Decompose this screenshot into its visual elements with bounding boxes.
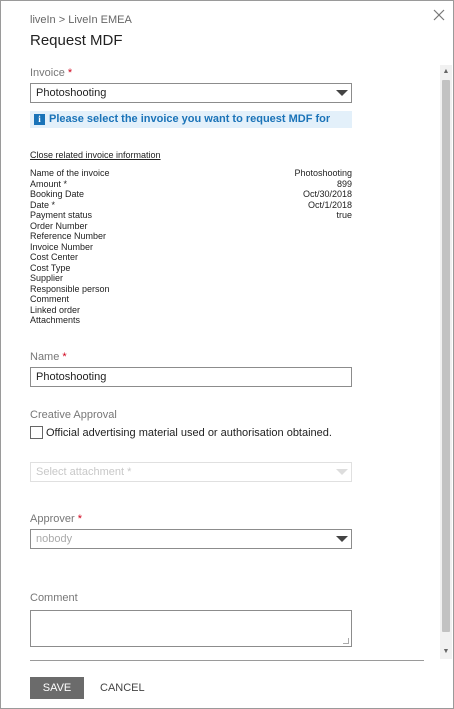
page-title: Request MDF bbox=[30, 32, 123, 49]
required-mark: * bbox=[67, 67, 73, 79]
close-icon[interactable] bbox=[432, 8, 446, 22]
creative-approval-label: Creative Approval bbox=[30, 409, 117, 421]
chevron-down-icon bbox=[336, 469, 348, 475]
invoice-detail-key: Date * bbox=[30, 199, 56, 210]
creative-approval-checkbox-label[interactable]: Official advertising material used or authorisation obtained. bbox=[46, 427, 332, 439]
invoice-detail-key: Attachments bbox=[30, 315, 81, 325]
invoice-detail-key: Name of the invoice bbox=[30, 168, 110, 178]
invoice-detail-key: Invoice Number bbox=[30, 241, 94, 252]
invoice-detail-row bbox=[30, 221, 352, 232]
approver-select[interactable] bbox=[30, 529, 352, 549]
attachment-select bbox=[30, 462, 352, 482]
breadcrumb: liveIn > LiveIn EMEA bbox=[30, 14, 132, 26]
attachment-select-placeholder: Select attachment * bbox=[36, 466, 132, 478]
creative-approval-checkbox[interactable] bbox=[30, 426, 43, 439]
invoice-detail-key: Supplier bbox=[30, 273, 64, 283]
resize-grip-icon[interactable] bbox=[343, 638, 349, 644]
invoice-detail-row bbox=[30, 231, 352, 242]
vertical-scrollbar[interactable] bbox=[440, 65, 452, 659]
invoice-detail-row bbox=[30, 189, 352, 200]
invoice-detail-value: 899 bbox=[336, 178, 352, 189]
invoice-detail-row bbox=[30, 242, 352, 253]
invoice-detail-key: Amount * bbox=[30, 178, 68, 189]
required-mark: * bbox=[62, 351, 67, 363]
scroll-down-arrow-icon[interactable]: ▼ bbox=[442, 648, 450, 655]
invoice-detail-row bbox=[30, 284, 352, 295]
save-button[interactable]: SAVE bbox=[30, 677, 84, 699]
invoice-detail-row bbox=[30, 179, 352, 190]
invoice-label-text: Invoice bbox=[30, 67, 65, 79]
approver-select-value: nobody bbox=[36, 533, 73, 545]
invoice-detail-key: Comment bbox=[30, 294, 70, 304]
invoice-info-banner bbox=[30, 111, 352, 128]
invoice-detail-row bbox=[30, 210, 352, 221]
info-banner-text: Please select the invoice you want to request MDF for bbox=[49, 113, 331, 125]
footer-divider bbox=[30, 660, 424, 661]
invoice-detail-row bbox=[30, 168, 352, 179]
name-label-text: Name bbox=[30, 351, 60, 363]
scrollbar-thumb[interactable] bbox=[442, 80, 450, 632]
scroll-up-arrow-icon[interactable]: ▲ bbox=[442, 68, 450, 75]
invoice-detail-key: Payment status bbox=[30, 210, 93, 220]
invoice-detail-row bbox=[30, 305, 352, 316]
invoice-detail-row bbox=[30, 315, 352, 326]
invoice-detail-value: true bbox=[336, 210, 352, 220]
approver-label-text: Approver bbox=[30, 513, 75, 525]
comment-textarea[interactable] bbox=[30, 610, 352, 647]
invoice-detail-row bbox=[30, 252, 352, 263]
invoice-detail-row bbox=[30, 263, 352, 274]
info-icon: i bbox=[34, 114, 45, 125]
comment-label: Comment bbox=[30, 592, 78, 604]
invoice-detail-key: Cost Center bbox=[30, 252, 79, 262]
invoice-select-value: Photoshooting bbox=[36, 87, 107, 99]
invoice-detail-row bbox=[30, 200, 352, 211]
invoice-label bbox=[30, 67, 72, 79]
invoice-detail-key: Linked order bbox=[30, 304, 81, 315]
close-invoice-info-link[interactable]: Close related invoice information bbox=[30, 150, 161, 160]
name-input[interactable]: Photoshooting bbox=[30, 367, 352, 387]
chevron-down-icon bbox=[336, 90, 348, 96]
invoice-detail-row bbox=[30, 294, 352, 305]
name-label bbox=[30, 351, 67, 363]
invoice-detail-value: Oct/30/2018 bbox=[302, 189, 352, 199]
invoice-detail-key: Booking Date bbox=[30, 189, 85, 199]
approver-label bbox=[30, 513, 82, 525]
required-mark: * bbox=[77, 513, 82, 525]
invoice-detail-value: Photoshooting bbox=[294, 168, 352, 178]
invoice-detail-key: Order Number bbox=[30, 220, 88, 231]
chevron-down-icon bbox=[336, 536, 348, 542]
invoice-detail-key: Cost Type bbox=[30, 262, 71, 273]
invoice-detail-value: Oct/1/2018 bbox=[307, 199, 352, 210]
invoice-detail-key: Responsible person bbox=[30, 283, 110, 294]
cancel-button[interactable]: CANCEL bbox=[100, 682, 145, 694]
invoice-detail-key: Reference Number bbox=[30, 231, 107, 241]
invoice-detail-row bbox=[30, 273, 352, 284]
invoice-select[interactable] bbox=[30, 83, 352, 103]
invoice-details-list bbox=[30, 168, 352, 326]
